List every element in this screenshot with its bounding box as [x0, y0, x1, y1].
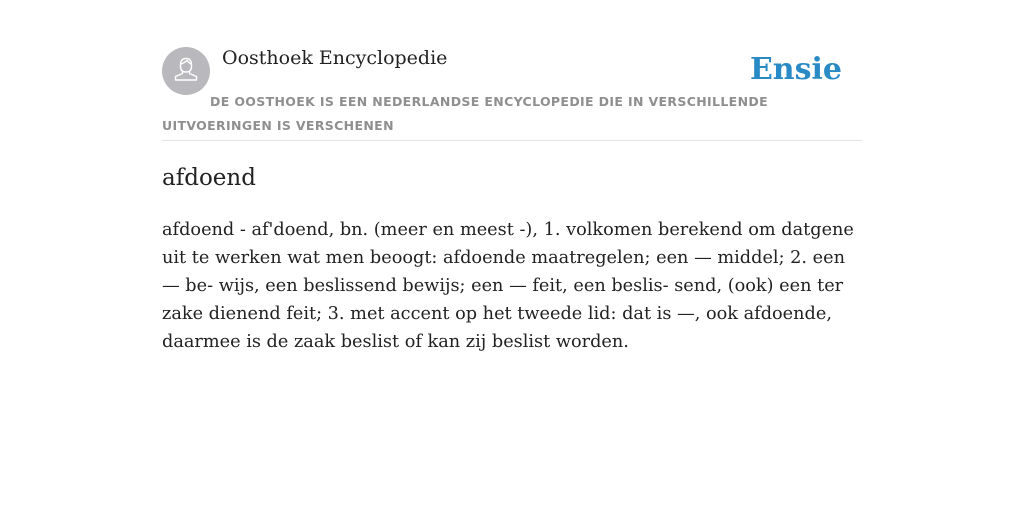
- entry-body: afdoend - af'doend, bn. (meer en meest -), 1. volkomen berekend om datgene uit te werken wat men beoogt: afdoende maatregelen; een — middel; 2. een — be- wijs, een beslissend bewijs; een — feit, een beslis- send, (ook) een ter zake dienend feit; 3. met accent op het tweede lid: dat is —, ook afdoende, daarmee is de zaak beslist of kan zij beslist worden.: [162, 220, 854, 352]
- user-avatar-icon: [171, 54, 201, 89]
- brand-logo[interactable]: Ensie: [749, 52, 842, 87]
- avatar[interactable]: [162, 47, 210, 95]
- site-tagline: DE OOSTHOEK IS EEN NEDERLANDSE ENCYCLOPEDIE DIE IN VERSCHILLENDE UITVOERINGEN IS VERSCHENEN: [162, 94, 768, 133]
- site-title[interactable]: Oosthoek Encyclopedie: [222, 47, 448, 69]
- site-header: [162, 46, 862, 141]
- entry-title: afdoend: [162, 165, 256, 191]
